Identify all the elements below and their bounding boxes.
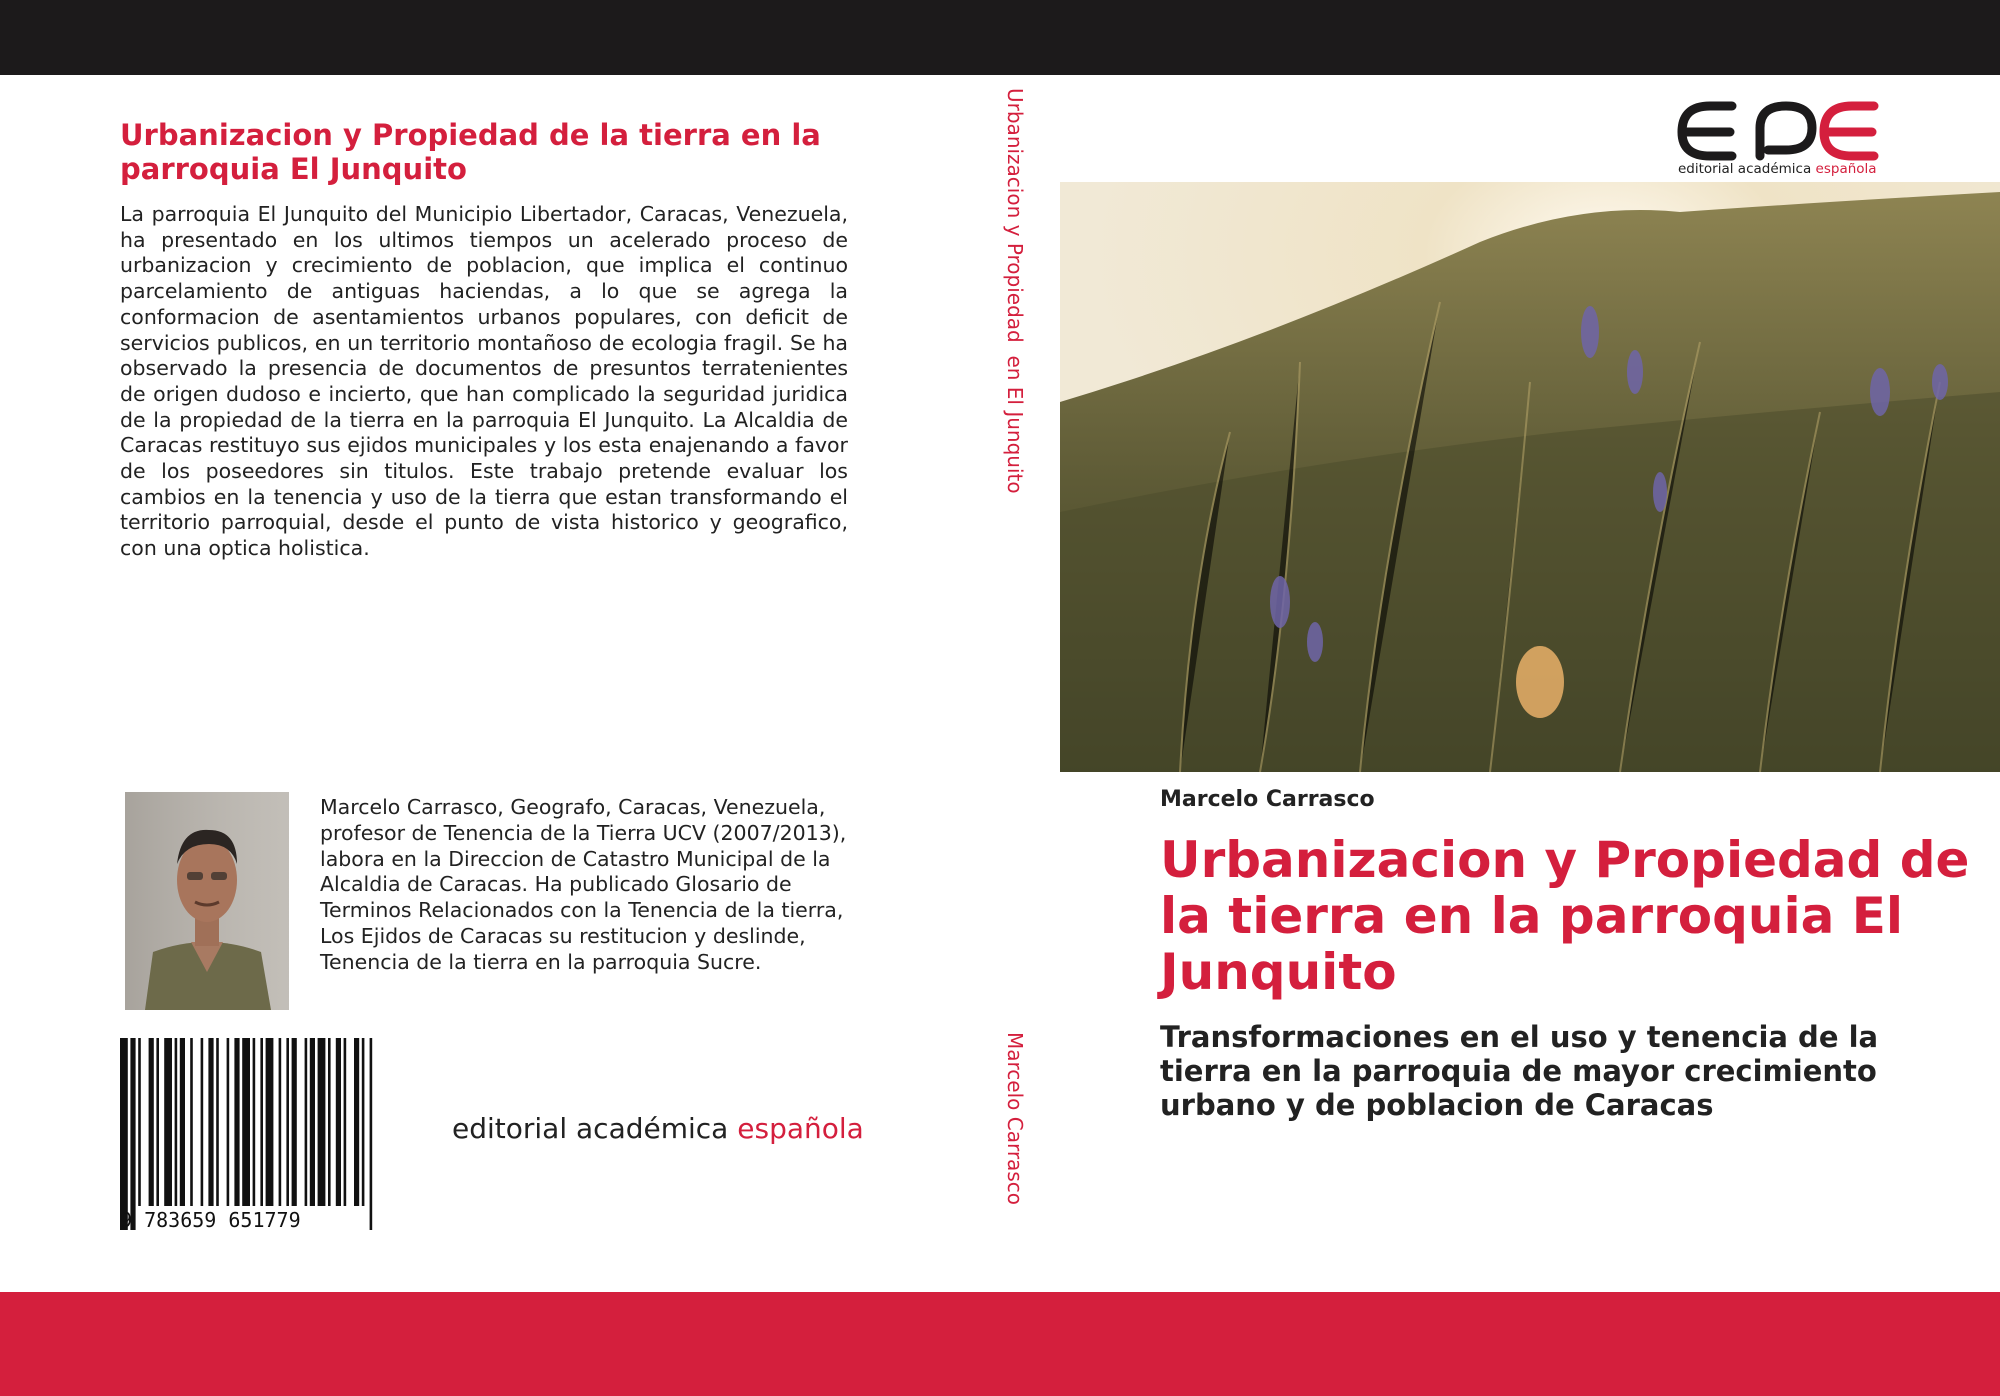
logo-caption-main: editorial académica bbox=[1678, 161, 1816, 177]
barcode-bar bbox=[175, 1038, 178, 1206]
isbn-digits: 9 783659 651779 bbox=[120, 1208, 301, 1232]
barcode-bar bbox=[305, 1038, 308, 1206]
publisher-name-main: editorial académica bbox=[452, 1112, 738, 1145]
author-bio: Marcelo Carrasco, Geografo, Caracas, Venezuela, profesor de Tenencia de la Tierra UCV (2007/2013), labora en la Direccion de Catastro Municipal de la Alcaldia de Caracas. Ha publicado Glosario de Terminos Relacionados con la Tenencia de la tierra, Los Ejidos de Caracas su restitucion y deslinde, Tenencia de la tierra en la parroquia Sucre. bbox=[320, 795, 847, 974]
barcode-bar bbox=[328, 1038, 331, 1206]
barcode-bar bbox=[336, 1038, 341, 1206]
spine-title: Urbanizacion y Propiedad en El Junquito bbox=[1003, 88, 1027, 494]
barcode-bar bbox=[216, 1038, 219, 1206]
barcode-bar bbox=[234, 1038, 239, 1206]
barcode-bar bbox=[149, 1038, 154, 1206]
barcode-bar bbox=[286, 1038, 289, 1206]
top-band bbox=[0, 0, 2000, 75]
front-cover-subtitle: Transformaciones en el uso y tenencia de la tierra en la parroquia de mayor crecimiento urbano y de poblacion de Caracas bbox=[1160, 1020, 1879, 1122]
barcode-bar bbox=[260, 1038, 263, 1206]
logo-caption bbox=[1678, 161, 1877, 177]
barcode-bar bbox=[120, 1038, 128, 1230]
cover-photo-grass-field bbox=[1060, 182, 2000, 772]
barcode-bar bbox=[180, 1038, 185, 1206]
back-cover-title: Urbanizacion y Propiedad de la tierra en la parroquia El Junquito bbox=[120, 118, 821, 186]
barcode-bar bbox=[318, 1038, 326, 1206]
barcode-bar bbox=[279, 1038, 282, 1206]
barcode-bar bbox=[242, 1038, 250, 1206]
isbn-barcode bbox=[120, 1038, 440, 1230]
logo-caption-accent: española bbox=[1815, 161, 1877, 177]
spine-author: Marcelo Carrasco bbox=[1003, 1032, 1027, 1205]
barcode-bar bbox=[266, 1038, 274, 1206]
barcode-bar bbox=[310, 1038, 315, 1206]
barcode-bar bbox=[354, 1038, 359, 1206]
bottom-band bbox=[0, 1292, 2000, 1396]
barcode-bar bbox=[208, 1038, 213, 1206]
back-publisher-name bbox=[452, 1112, 864, 1145]
back-cover-blurb: La parroquia El Junquito del Municipio Libertador, Caracas, Venezuela, ha presentado en los ultimos tiempos un acelerado proceso de urbanizacion y crecimiento de poblacion, que implica el continuo parcelamiento de antiguas haciendas, a lo que se agrega la conformacion de asentamientos urbanos populares, con deficit de servicios publicos, en un territorio montañoso de ecologia fragil. Se ha observado la presencia de documentos de presuntos terratenientes de origen dudoso e incierto, que han complicado la seguridad juridica de la propiedad de la tierra en la parroquia El Junquito. La Alcaldia de Caracas restituyo sus ejidos municipales y los esta enajenando a favor de los poseedores sin titulos. Este trabajo pretende evaluar los cambios en la tenencia y uso de la tierra que estan transformando el territorio parroquial, desde el punto de vista historico y geografico, con una optica holistica. bbox=[120, 202, 848, 561]
publisher-name-accent: española bbox=[737, 1112, 864, 1145]
barcode-bar bbox=[130, 1038, 135, 1230]
barcode-bar bbox=[292, 1038, 297, 1206]
barcode-bar bbox=[156, 1038, 159, 1206]
barcode-bar bbox=[164, 1038, 172, 1206]
barcode-bar bbox=[253, 1038, 256, 1206]
barcode-bar bbox=[362, 1038, 365, 1206]
barcode-bar bbox=[227, 1038, 230, 1206]
author-photo bbox=[125, 792, 289, 1010]
barcode-bar bbox=[190, 1038, 193, 1206]
barcode-bar bbox=[138, 1038, 141, 1206]
barcode-bar bbox=[201, 1038, 204, 1206]
barcode-bar bbox=[344, 1038, 347, 1206]
barcode-bar bbox=[370, 1038, 373, 1230]
front-cover-title: Urbanizacion y Propiedad de la tierra en la parroquia El Junquito bbox=[1160, 831, 1970, 1001]
front-author-name: Marcelo Carrasco bbox=[1160, 787, 1375, 812]
